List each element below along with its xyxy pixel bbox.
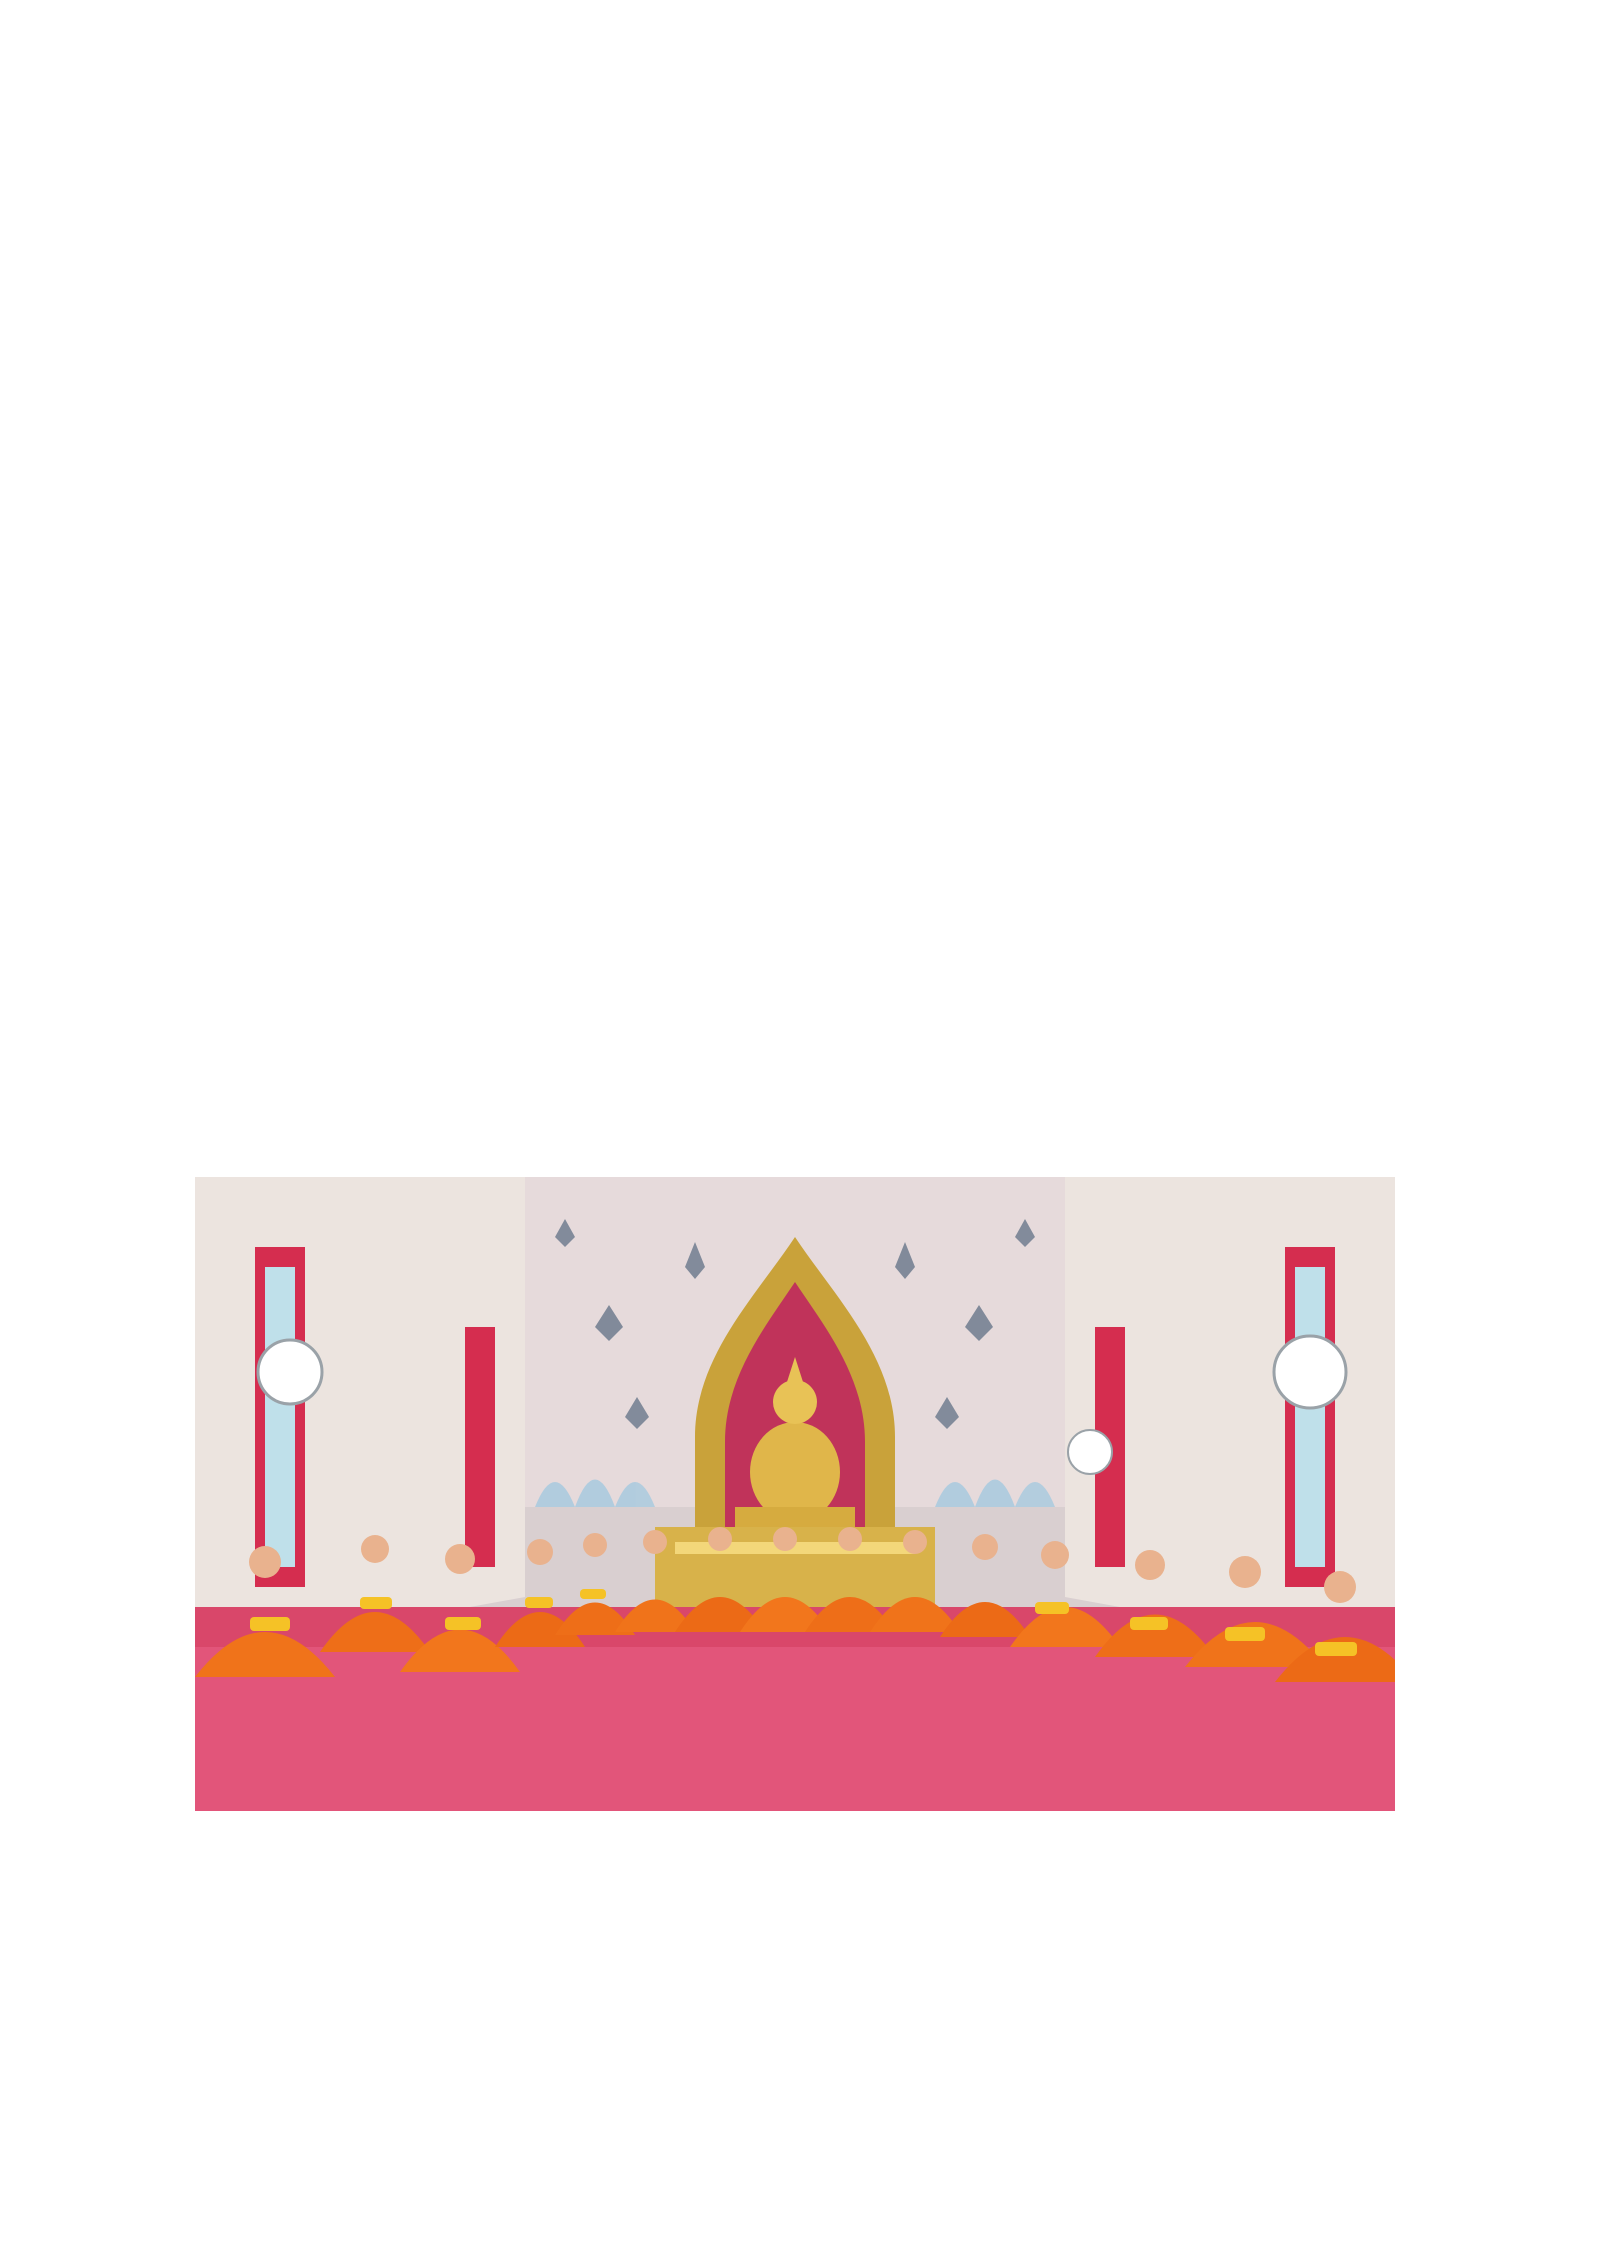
temple-photo (195, 1177, 1395, 1811)
temple-scene (195, 1177, 1395, 1811)
